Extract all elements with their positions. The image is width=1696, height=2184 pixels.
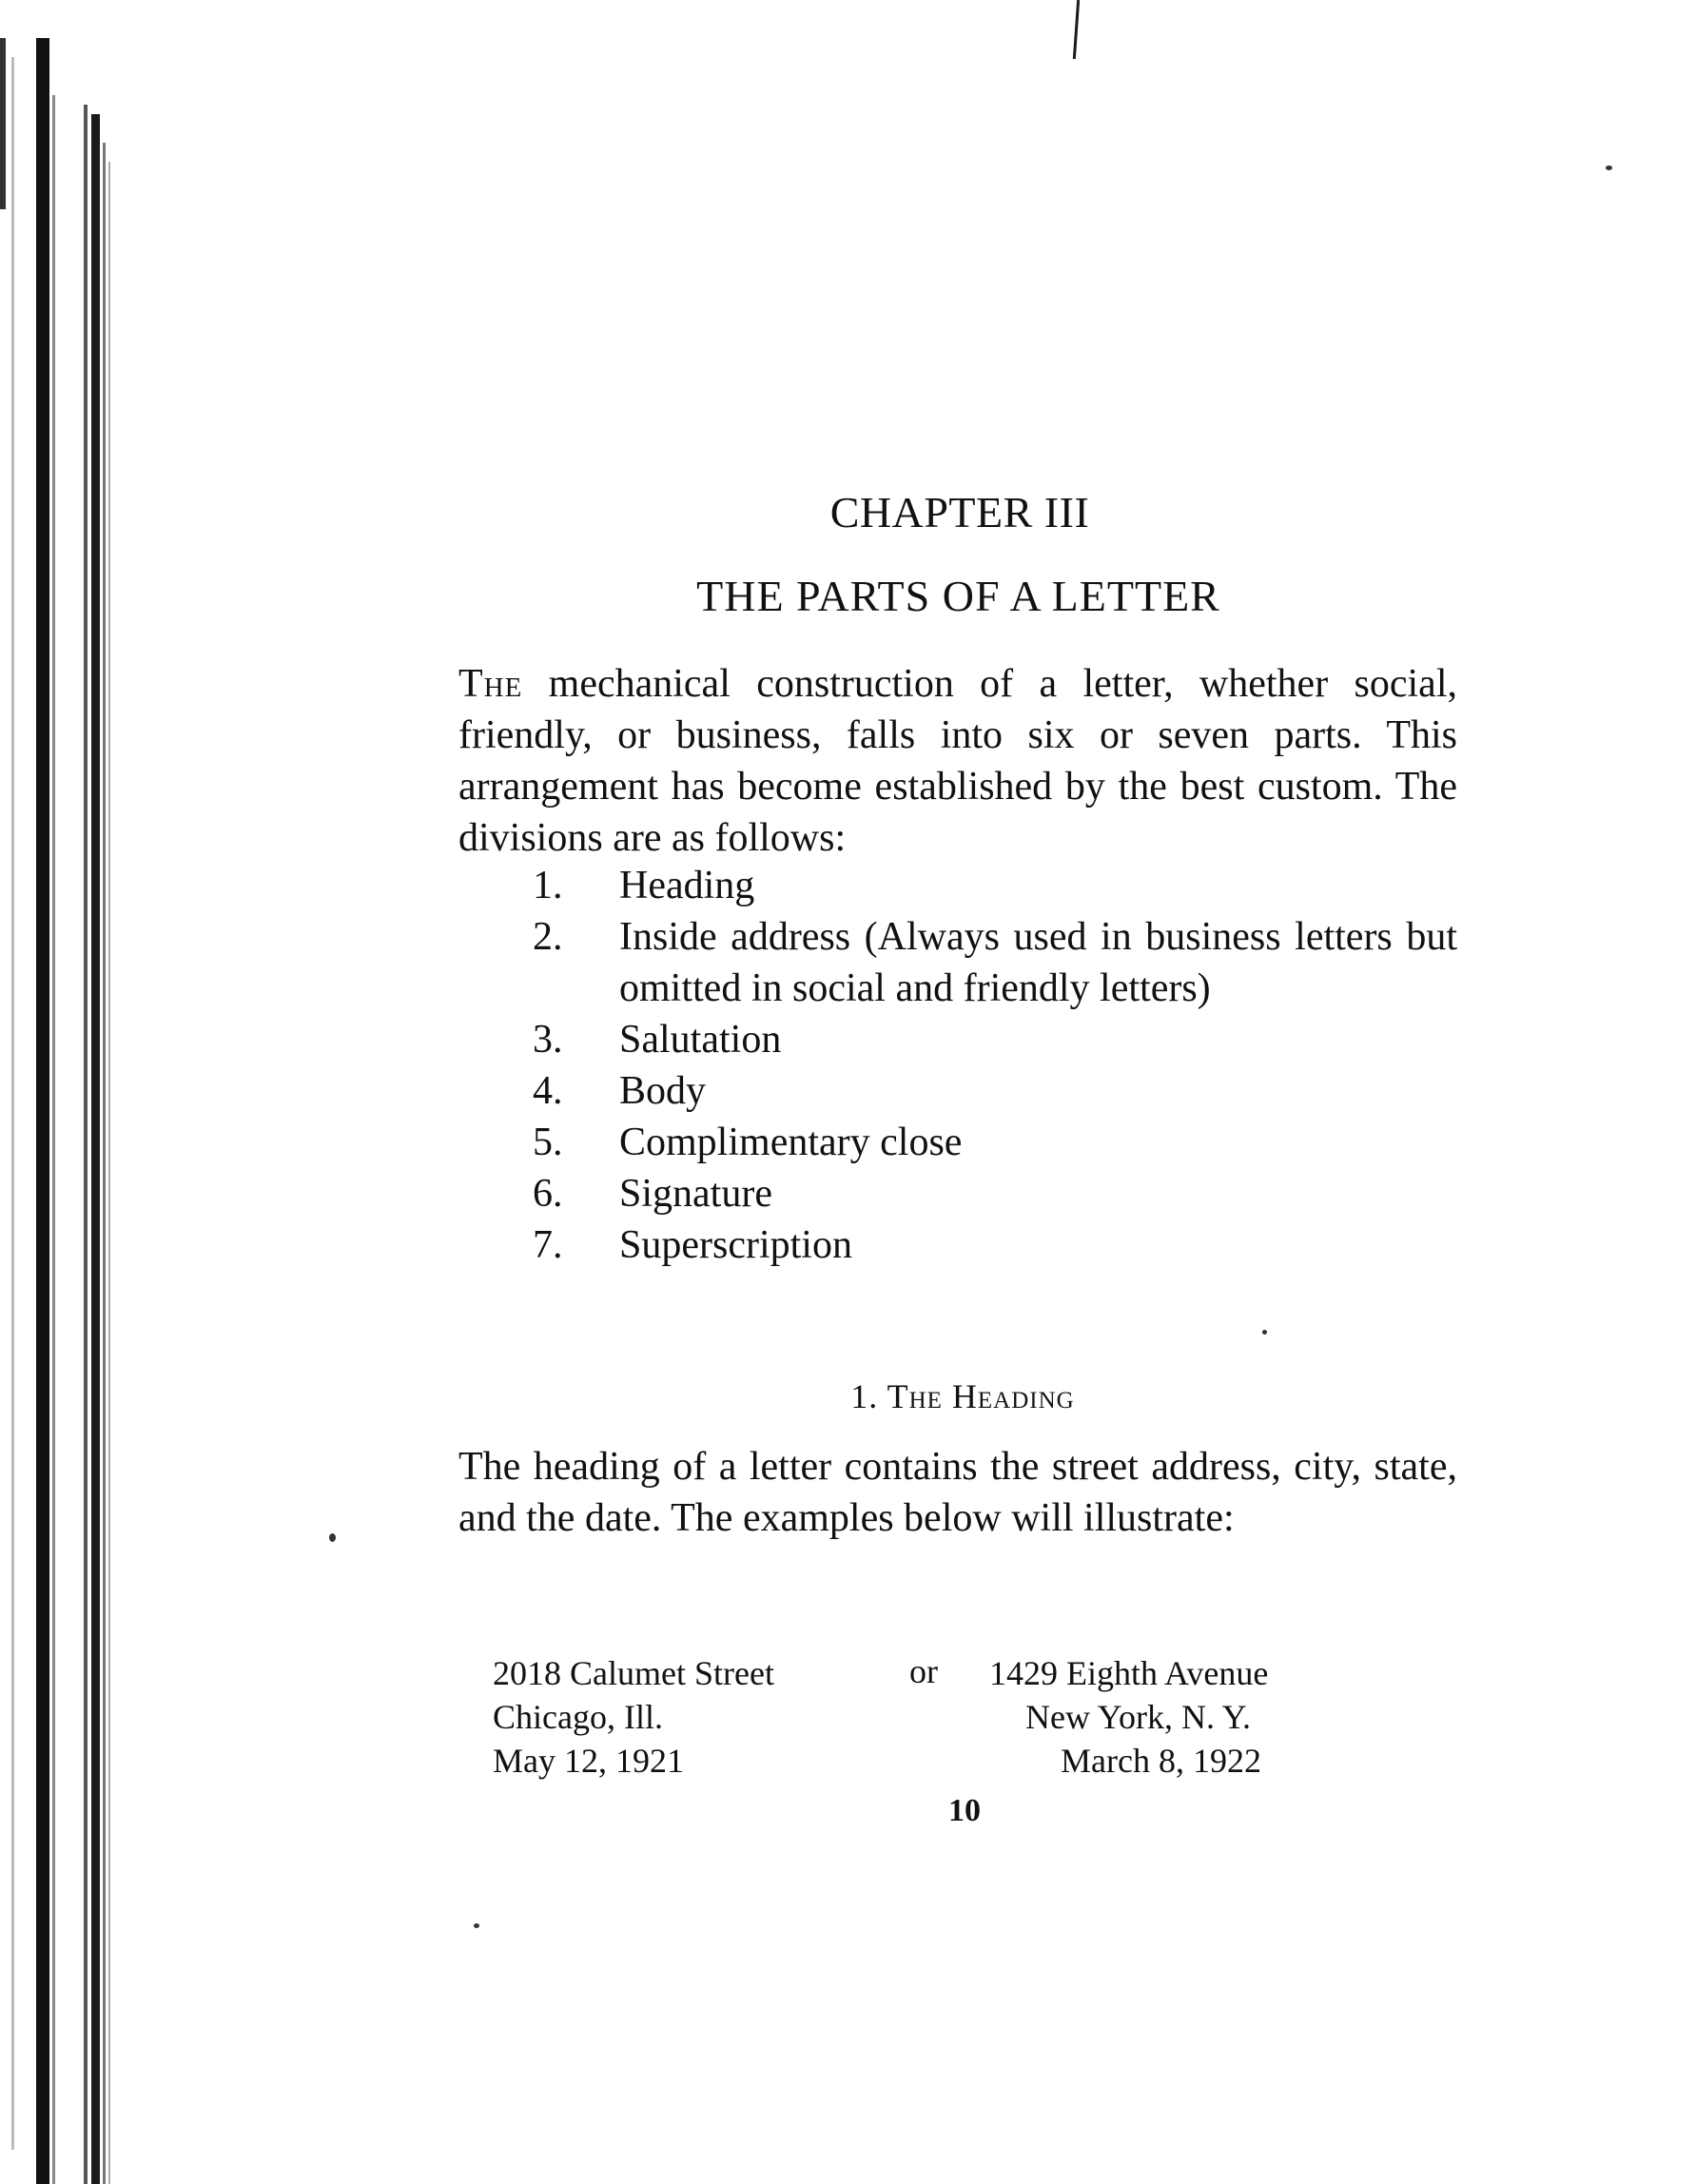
section-heading: 1. The Heading [850,1377,1075,1415]
chapter-title: THE PARTS OF A LETTER [696,572,1220,620]
list-item-number: 5. [533,1121,563,1164]
ink-speck [474,1923,479,1928]
book-binding-edge [0,0,143,2184]
list-item [533,860,1457,911]
ink-mark [1073,0,1080,59]
example-street: 1429 Eighth Avenue [989,1654,1269,1692]
parts-list [533,860,1457,1271]
list-item-label: Heading [619,864,755,907]
binding-edge-graphic [0,0,143,2184]
list-item-label: Signature [619,1172,772,1216]
list-item [533,1117,1457,1168]
intro-text: mechanical construction of a letter, whether social, friendly, or business, falls into six or seven parts. This arrangement has become established by the best custom. The divisions are as follows: [458,662,1457,860]
list-item-number: 4. [533,1069,563,1113]
list-item-label: Body [619,1069,707,1113]
list-item-label: Inside address (Always used in business letters but omitted in social and friendly letters) [619,915,1457,1010]
example-date: March 8, 1922 [1061,1742,1261,1780]
example-date: May 12, 1921 [493,1742,684,1780]
list-item-number: 2. [533,915,563,959]
example-heading-left [493,1651,873,1783]
chapter-label: CHAPTER III [829,488,1090,536]
ink-speck [1606,166,1612,170]
list-item [533,1065,1457,1117]
list-item-number: 6. [533,1172,563,1216]
list-item [533,1014,1457,1065]
example-separator: or [909,1652,938,1690]
example-city: Chicago, Ill. [493,1698,663,1736]
intro-paragraph [458,658,1457,864]
example-heading-right [989,1651,1332,1783]
list-item-label: Complimentary close [619,1121,963,1164]
list-item-number: 1. [533,864,563,907]
list-item-number: 7. [533,1223,563,1267]
list-item [533,1168,1457,1219]
list-item-number: 3. [533,1018,563,1062]
ink-speck [329,1533,336,1542]
list-item [533,1219,1457,1271]
list-item [533,911,1457,1014]
section-paragraph: The heading of a letter contains the street address, city, state, and the date. The examples below will illustrate: [458,1445,1457,1540]
intro-lead-word: The [458,662,523,706]
example-street: 2018 Calumet Street [493,1654,774,1692]
page-number: 10 [948,1793,981,1828]
example-city: New York, N. Y. [1025,1698,1252,1736]
ink-speck [1262,1330,1267,1335]
list-item-label: Salutation [619,1018,782,1062]
list-item-label: Superscription [619,1223,852,1267]
